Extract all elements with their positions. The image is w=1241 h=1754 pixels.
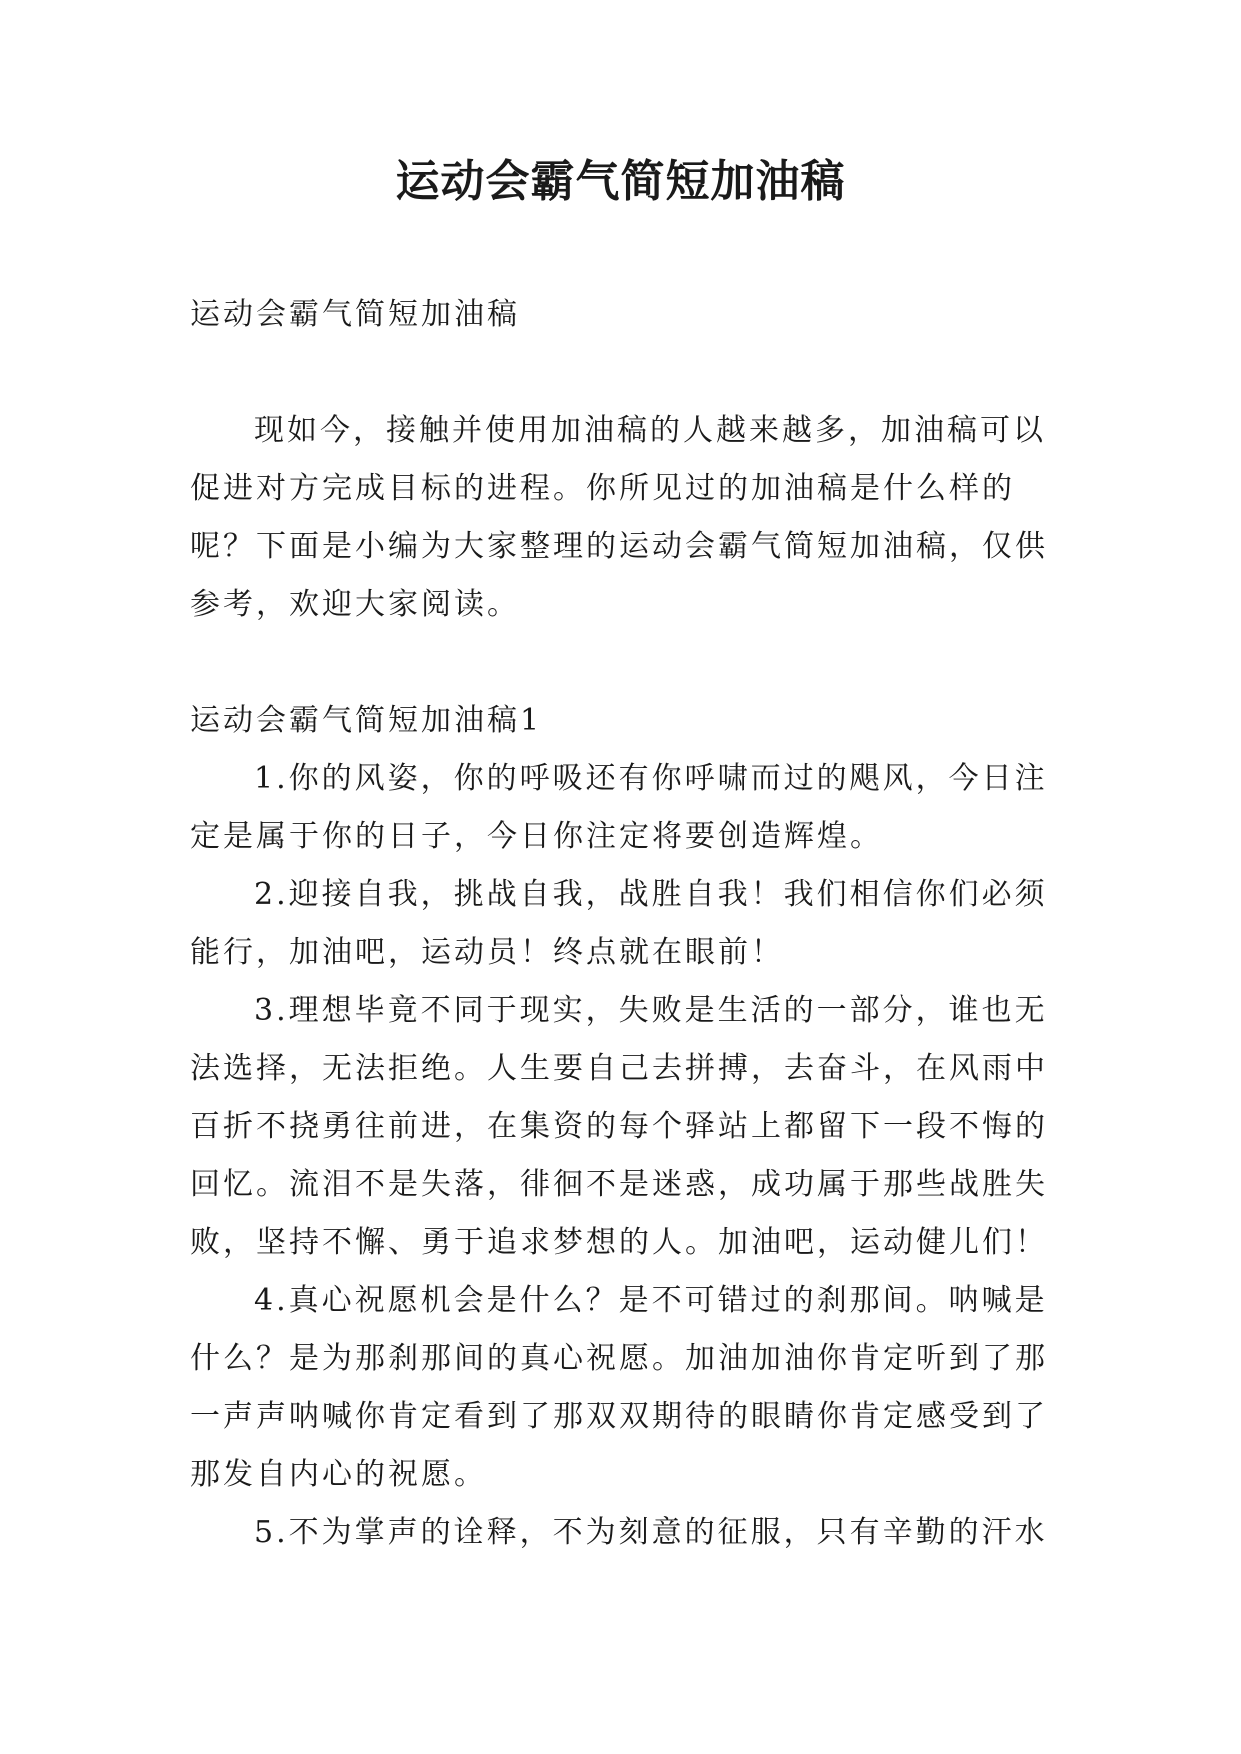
list-item: 2.迎接自我，挑战自我，战胜自我！我们相信你们必须能行，加油吧，运动员！终点就在眼前！ [190,877,1048,970]
list-item: 4.真心祝愿机会是什么？是不可错过的刹那间。呐喊是什么？是为那刹那间的真心祝愿。加油加油你肯定听到了那一声声呐喊你肯定看到了那双双期待的眼睛你肯定感受到了那发自内心的祝愿。 [190,1283,1048,1492]
section-title: 运动会霸气简短加油稿1 [190,703,543,738]
intro-paragraph: 现如今，接触并使用加油稿的人越来越多，加油稿可以促进对方完成目标的进程。你所见过的加油稿是什么样的呢？下面是小编为大家整理的运动会霸气简短加油稿，仅供参考，欢迎大家阅读。 [190,413,1048,622]
document-subtitle: 运动会霸气简短加油稿 [190,297,520,332]
list-item: 5.不为掌声的诠释，不为刻意的征服，只有辛勤的汗水 [254,1515,1048,1550]
document-title: 运动会霸气简短加油稿 [395,156,846,207]
list-item: 3.理想毕竟不同于现实，失败是生活的一部分，谁也无法选择，无法拒绝。人生要自己去拼搏，去奋斗，在风雨中百折不挠勇往前进，在集资的每个驿站上都留下一段不悔的回忆。流泪不是失落，徘徊不是迷惑，成功属于那些战胜失败，坚持不懈、勇于追求梦想的人。加油吧，运动健儿们！ [190,993,1048,1260]
document-body [190,286,1052,1562]
list-item: 1.你的风姿，你的呼吸还有你呼啸而过的飓风，今日注定是属于你的日子，今日你注定将要创造辉煌。 [190,761,1048,854]
